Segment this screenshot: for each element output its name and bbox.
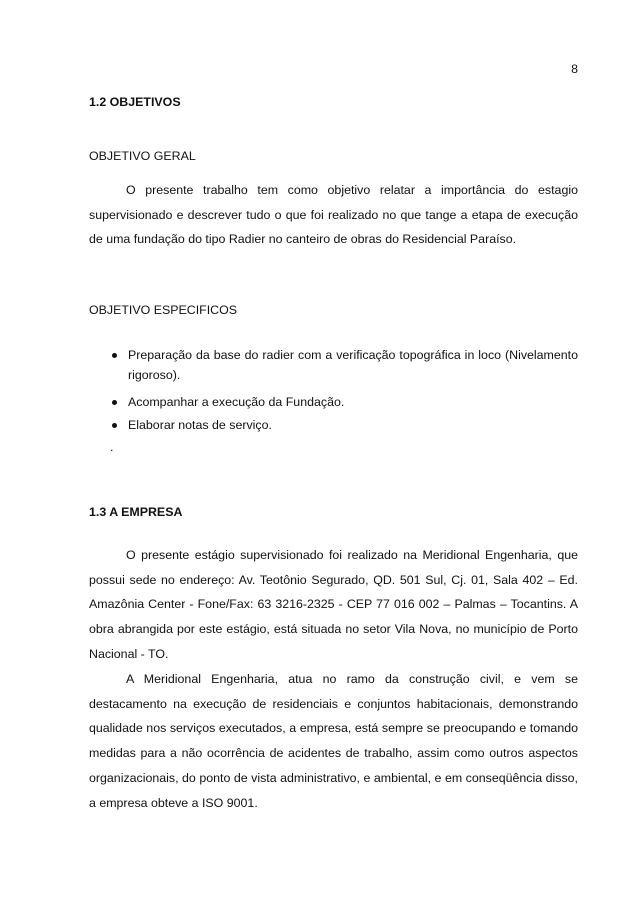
paragraph-empresa-2	[89, 667, 578, 815]
bullet-icon	[112, 423, 117, 428]
paragraph-empresa-1	[89, 543, 578, 667]
list-item: Acompanhar a execução da Fundação.	[89, 393, 578, 413]
bullet-icon	[112, 400, 117, 405]
empresa-paragraph-2-text: A Meridional Engenharia, atua no ramo da construção civil, e vem se destacamento na execução de residenciais e conjuntos habitacionais, demonstrando qualidade nos serviços executados, a empresa, está sempre se preocupando e tomando medidas para a não ocorrência de acidentes de trabalho, assim como outros aspectos organizacionais, do ponto de vista administrativo, e ambiental, e em conseqüência disso, a empresa obteve a ISO 9001.	[89, 672, 578, 810]
subheading-objetivo-geral: OBJETIVO GERAL	[89, 149, 196, 163]
page-number: 8	[571, 62, 578, 76]
objetivo-geral-text: O presente trabalho tem como objetivo relatar a importância do estagio supervisionado e descrever tudo o que foi realizado no que tange a etapa de execução de uma fundação do tipo Radier no canteiro de obras do Residencial Paraíso.	[89, 183, 578, 247]
paragraph-objetivo-geral	[89, 178, 578, 252]
list-item: Elaborar notas de serviço.	[89, 416, 578, 436]
section-heading-objetivos: 1.2 OBJETIVOS	[89, 95, 181, 109]
objetivos-especificos-list	[89, 346, 578, 435]
trailing-mark: .	[110, 440, 114, 454]
bullet-icon	[112, 353, 117, 358]
empresa-paragraph-1-text: O presente estágio supervisionado foi realizado na Meridional Engenharia, que possui sede no endereço: Av. Teotônio Segurado, QD. 501 Sul, Cj. 01, Sala 402 – Ed. Amazônia Center - Fone/Fax: 63 3216-2325 - CEP 77 016 002 – Palmas – Tocantins. A obra abrangida por este estágio, está situada no setor Vila Nova, no município de Porto Nacional - TO.	[89, 548, 578, 661]
section-heading-empresa: 1.3 A EMPRESA	[89, 505, 183, 519]
subheading-objetivo-especificos: OBJETIVO ESPECIFICOS	[89, 303, 238, 317]
list-item: Preparação da base do radier com a verificação topográfica in loco (Nivelamento rigoroso).	[89, 346, 578, 385]
